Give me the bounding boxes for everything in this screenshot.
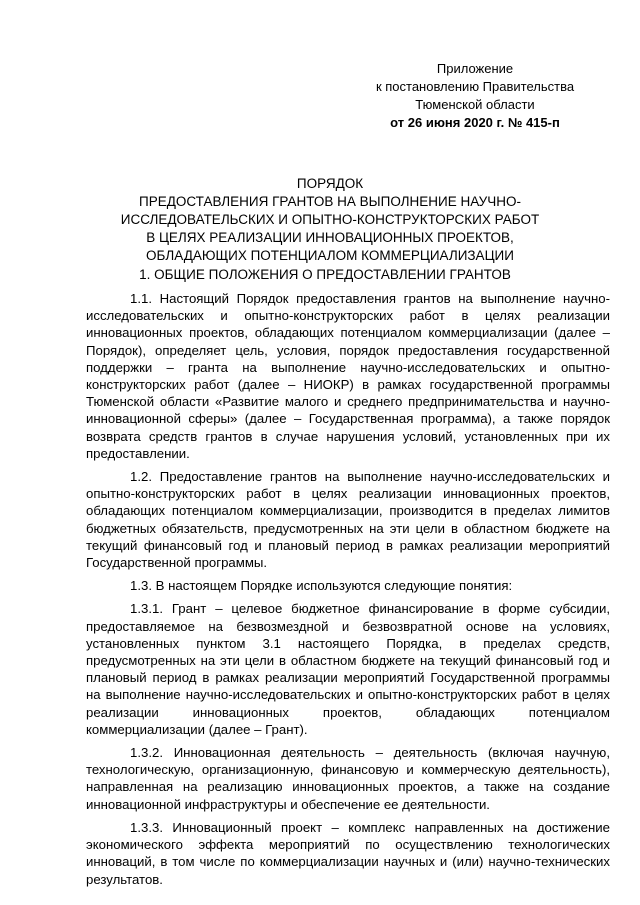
title-line-4: В ЦЕЛЯХ РЕАЛИЗАЦИИ ИННОВАЦИОННЫХ ПРОЕКТОВ, xyxy=(146,230,514,245)
paragraph-1-1: 1.1. Настоящий Порядок предоставления грантов на выполнение научно-исследовательских и опытно-конструкторских работ в целях реализации инновационных проектов, обладающих потенциалом коммерциализации (далее – Порядок), определяет цель, условия, порядок предоставления государственной поддержки – гранта на выполнение научно-исследовательских и опытно-конструкторских работ (далее – НИОКР) в рамках государственной программы Тюменской области «Развитие малого и среднего предпринимательства и научно-инновационной сферы» (далее – Государственная программа), а также порядок возврата средств грантов в случае нарушения условий, установленных при их предоставлении. xyxy=(86,291,610,461)
title-line-5: ОБЛАДАЮЩИХ ПОТЕНЦИАЛОМ КОММЕРЦИАЛИЗАЦИИ xyxy=(146,248,514,263)
appendix-line-2: к постановлению Правительства xyxy=(375,79,575,94)
document-body xyxy=(86,290,610,894)
paragraph-1-2: 1.2. Предоставление грантов на выполнение научно-исследовательских и опытно-конструкторских работ в целях реализации инновационных проектов, обладающих потенциалом коммерциализации, производится в пределах лимитов бюджетных обязательств, предусмотренных на эти цели в областном бюджете на текущий финансовый год и плановый период в рамках реализации мероприятий Государственной программы. xyxy=(86,469,610,571)
appendix-block xyxy=(350,60,600,132)
title-line-3: ИССЛЕДОВАТЕЛЬСКИХ И ОПЫТНО-КОНСТРУКТОРСКИХ РАБОТ xyxy=(120,212,540,227)
paragraph-1-3-2: 1.3.2. Инновационная деятельность – деятельность (включая научную, технологическую, организационную, финансовую и коммерческую деятельность), направленная на реализацию инновационных проектов, а также на создание инновационной инфраструктуры и обеспечение ее деятельности. xyxy=(86,745,610,812)
appendix-date-number: от 26 июня 2020 г. № 415-п xyxy=(390,115,560,130)
paragraph-1-3-1: 1.3.1. Грант – целевое бюджетное финансирование в форме субсидии, предоставляемое на безвозмездной и безвозвратной основе на условиях, установленных пунктом 3.1 настоящего Порядка, в пределах средств, предусмотренных на эти цели в областном бюджете на текущий финансовый год и плановый период в рамках реализации мероприятий Государственной программы на выполнение научно-исследовательских и опытно-конструкторских работ в целях реализации инновационных проектов, обладающих потенциалом коммерциализации (далее – Грант). xyxy=(86,601,610,737)
title-line-1: ПОРЯДОК xyxy=(296,176,364,191)
appendix-line-1: Приложение xyxy=(436,61,514,76)
paragraph-1-3: 1.3. В настоящем Порядке используются следующие понятия: xyxy=(130,578,513,594)
title-line-2: ПРЕДОСТАВЛЕНИЯ ГРАНТОВ НА ВЫПОЛНЕНИЕ НАУЧНО- xyxy=(138,194,521,209)
document-title xyxy=(80,175,580,265)
section-heading: 1. ОБЩИЕ ПОЛОЖЕНИЯ О ПРЕДОСТАВЛЕНИИ ГРАНТОВ xyxy=(139,267,511,282)
paragraph-1-3-3: 1.3.3. Инновационный проект – комплекс направленных на достижение экономического эффекта мероприятий по осуществлению технологических инноваций, в том числе по коммерциализации научных и (или) научно-технических результатов. xyxy=(86,819,610,887)
appendix-line-3: Тюменской области xyxy=(415,97,535,112)
